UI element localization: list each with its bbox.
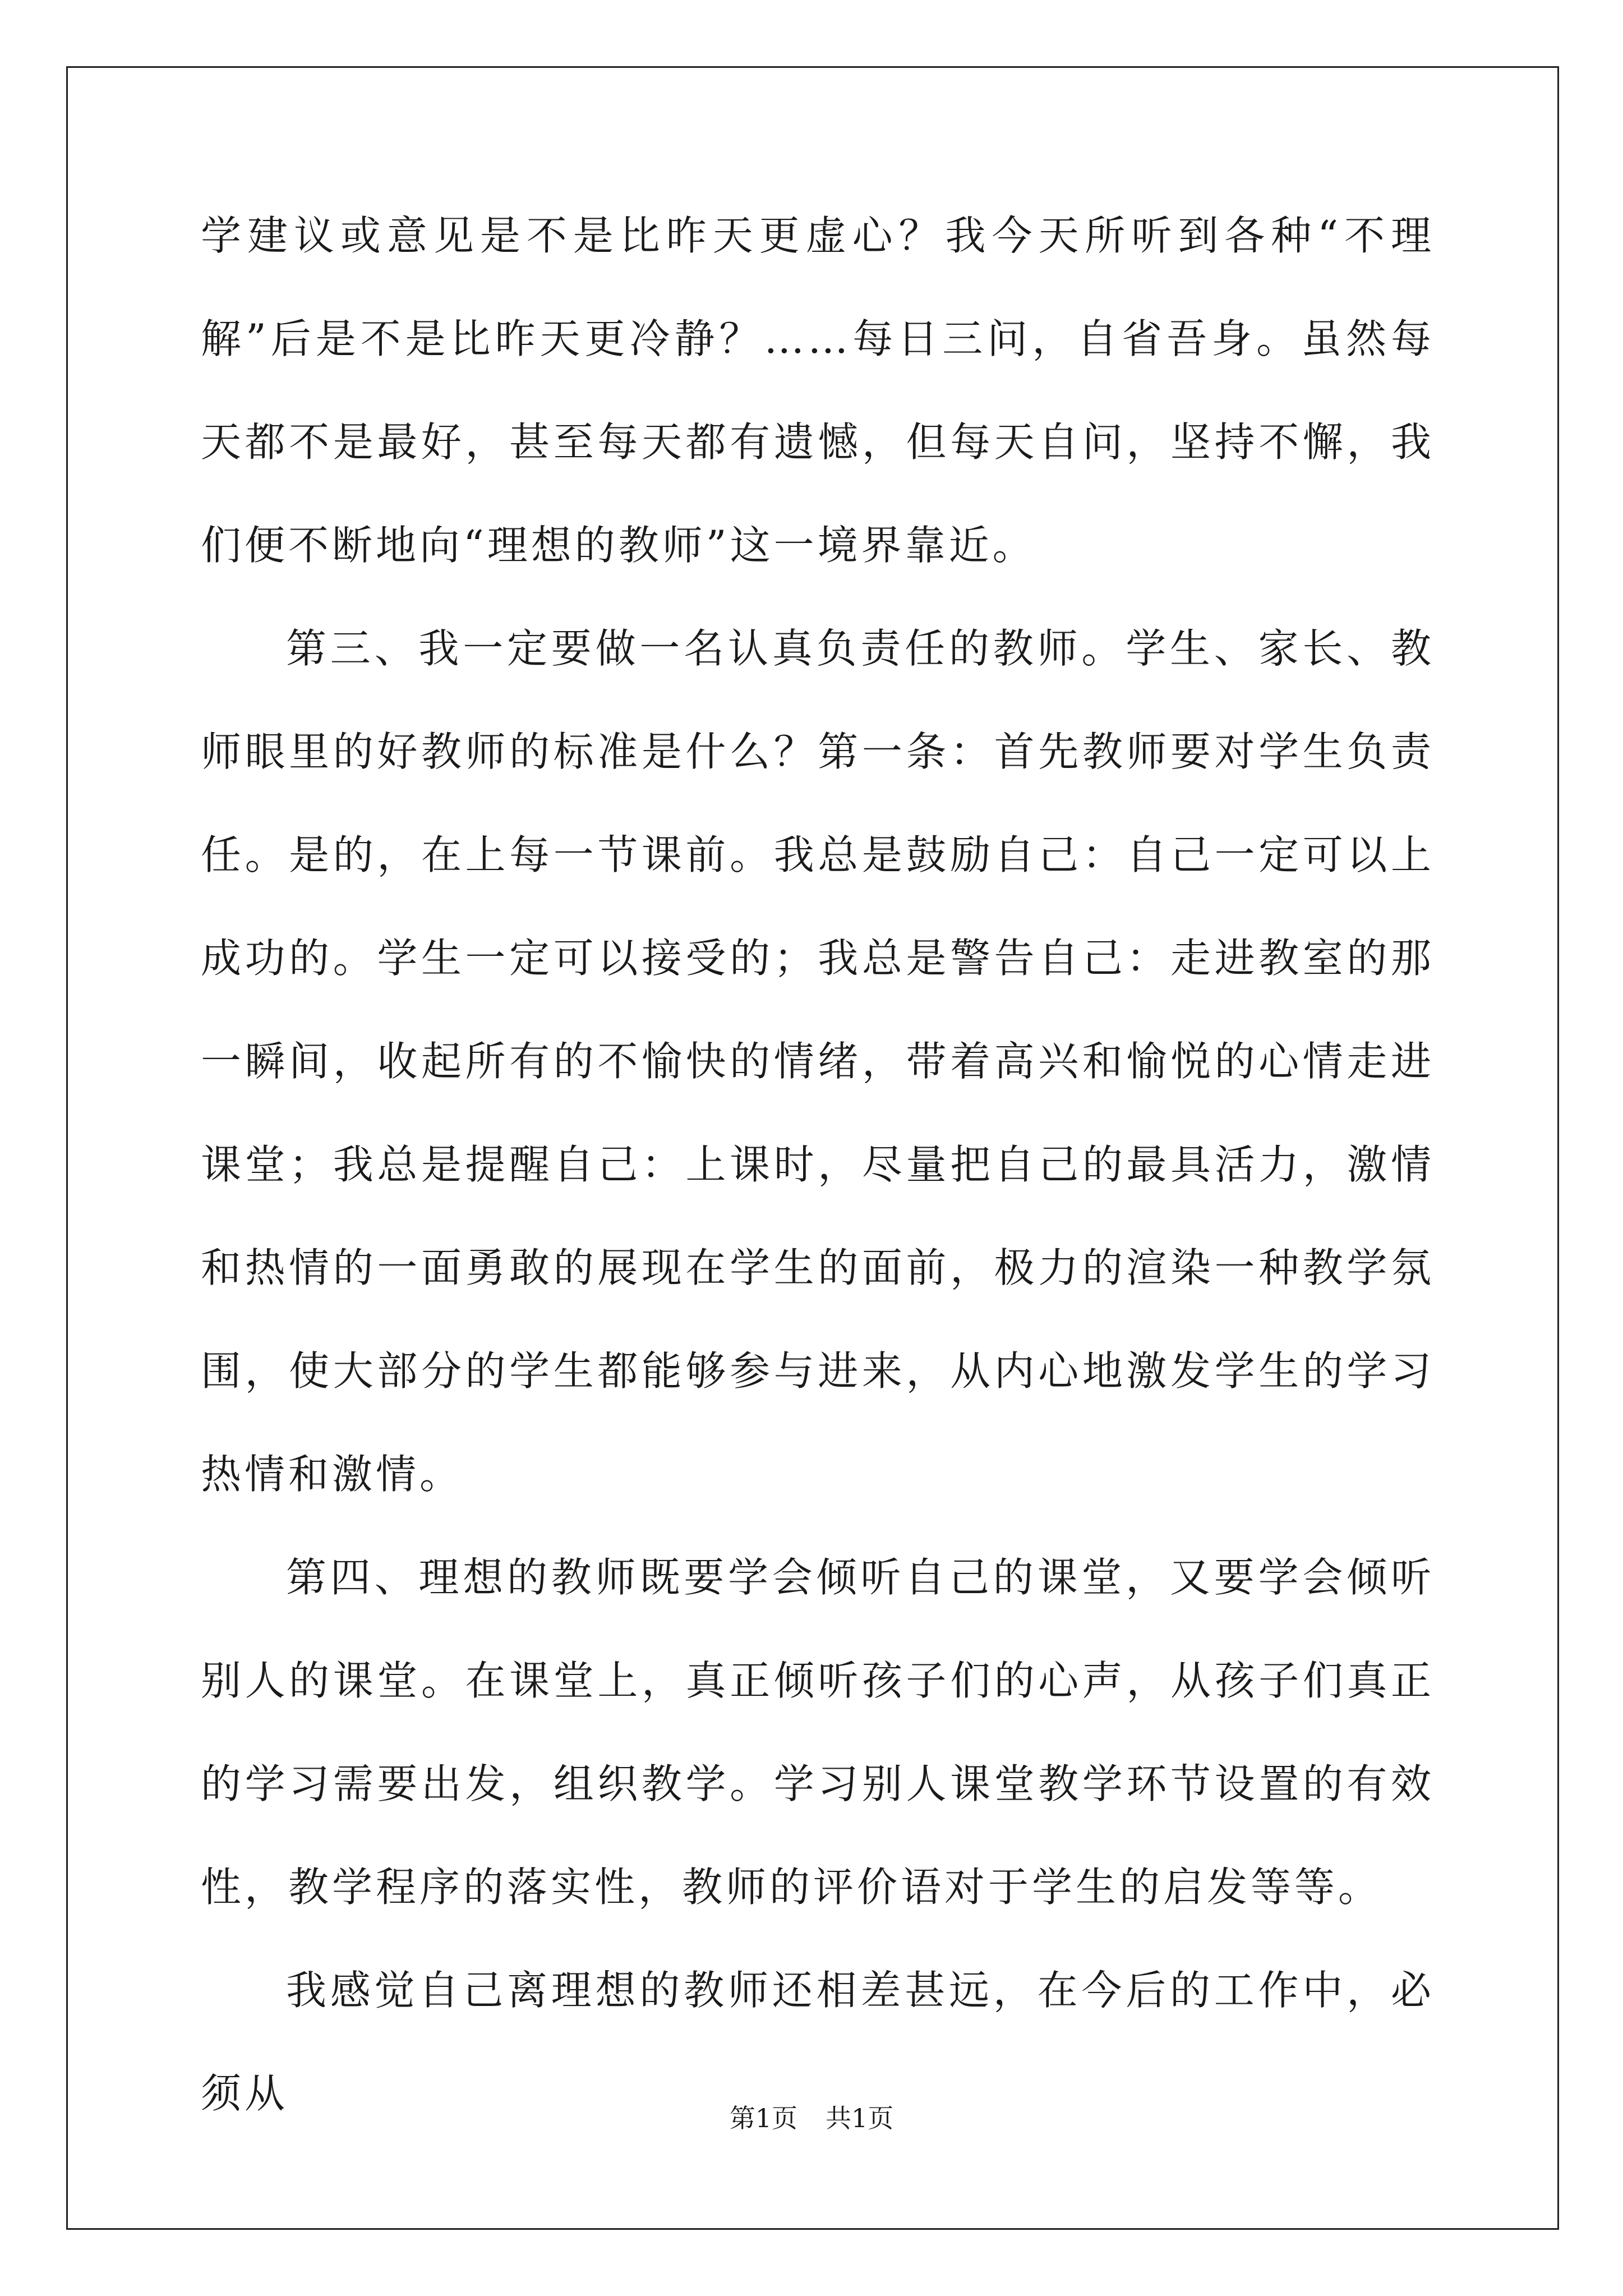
document-body: [201, 184, 1435, 2145]
page-total: 共1页: [826, 2103, 894, 2133]
paragraph-2: 第三、我一定要做一名认真负责任的教师。学生、家长、教师眼里的好教师的标准是什么？第一条：首先教师要对学生负责任。是的，在上每一节课前。我总是鼓励自己：自己一定可以上成功的。学生一定可以接受的；我总是警告自己：走进教室的那一瞬间，收起所有的不愉快的情绪，带着高兴和愉悦的心情走进课堂；我总是提醒自己：上课时，尽量把自己的最具活力，激情和热情的一面勇敢的展现在学生的面前，极力的渲染一种教学氛围，使大部分的学生都能够参与进来，从内心地激发学生的学习热情和激情。: [201, 625, 1435, 1498]
paragraph-4: 我感觉自己离理想的教师还相差甚远，在今后的工作中，必须从: [201, 1967, 1435, 2117]
paragraph-3: 第四、理想的教师既要学会倾听自己的课堂，又要学会倾听别人的课堂。在课堂上，真正倾听孩子们的心声，从孩子们真正的学习需要出发，组织教学。学习别人课堂教学环节设置的有效性，教学程序的落实性，教师的评价语对于学生的启发等等。: [201, 1554, 1435, 1911]
paragraph-1: 学建议或意见是不是比昨天更虚心？我今天所听到各种“不理解”后是不是比昨天更冷静？……每日三问，自省吾身。虽然每天都不是最好，甚至每天都有遗憾，但每天自问，坚持不懈，我们便不断地向“理想的教师”这一境界靠近。: [201, 212, 1435, 569]
page-number: 第1页: [729, 2103, 797, 2133]
page-footer: [0, 2098, 1623, 2135]
